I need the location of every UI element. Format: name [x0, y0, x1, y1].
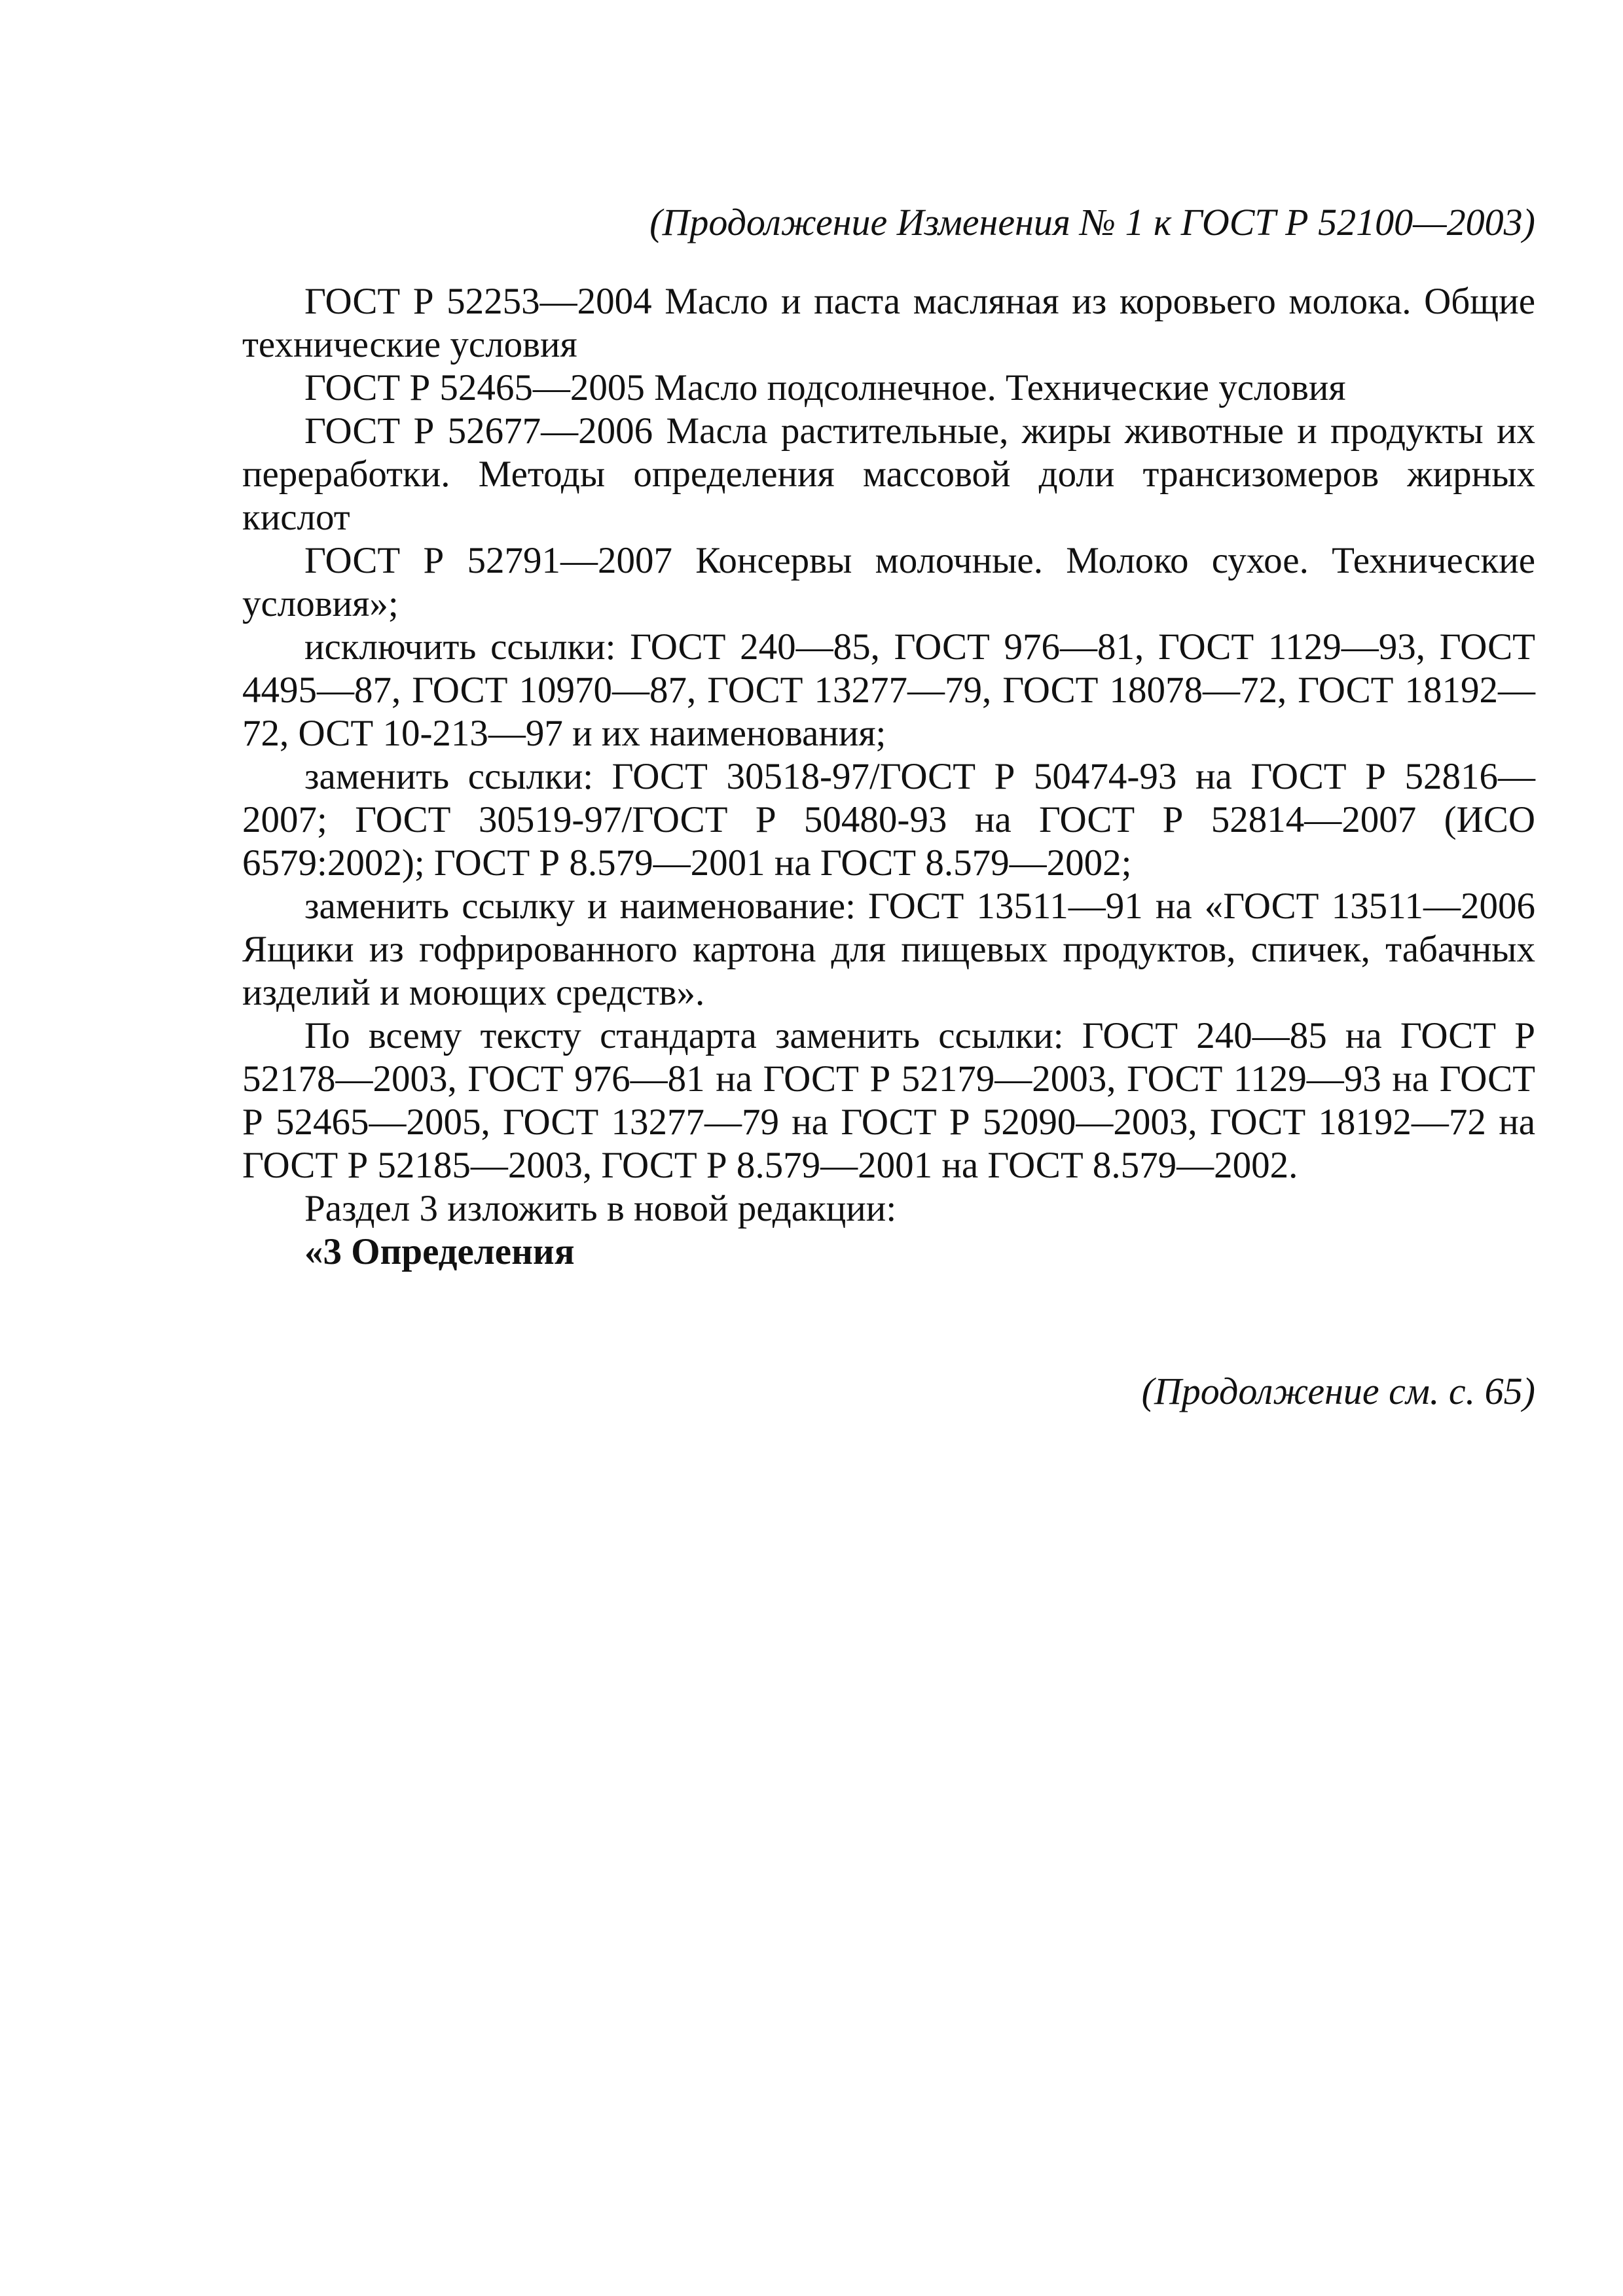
page-header-continuation: (Продолжение Изменения № 1 к ГОСТ Р 52100—2003): [649, 201, 1535, 243]
paragraph-gost-52791: ГОСТ Р 52791—2007 Консервы молочные. Молоко сухое. Технические условия»;: [242, 540, 1535, 624]
paragraph-gost-52465: ГОСТ Р 52465—2005 Масло подсолнечное. Технические условия: [304, 367, 1346, 408]
paragraph-replace-reference-and-name: заменить ссылку и наименование: ГОСТ 13511—91 на «ГОСТ 13511—2006 Ящики из гофрированного картона для пищевых продуктов, спичек, табачных изделий и моющих средств».: [242, 886, 1535, 1013]
document-body: [242, 280, 1535, 1274]
paragraph-gost-52677: ГОСТ Р 52677—2006 Масла растительные, жиры животные и продукты их переработки. Методы определения массовой доли трансизомеров жирных кислот: [242, 410, 1535, 538]
paragraph-replace-throughout: По всему тексту стандарта заменить ссылки: ГОСТ 240—85 на ГОСТ Р 52178—2003, ГОСТ 976—81 на ГОСТ Р 52179—2003, ГОСТ 1129—93 на ГОСТ Р 52465—2005, ГОСТ 13277—79 на ГОСТ Р 52090—2003, ГОСТ 18192—72 на ГОСТ Р 52185—2003, ГОСТ Р 8.579—2001 на ГОСТ 8.579—2002.: [242, 1015, 1535, 1186]
paragraph-section-3-intro: Раздел 3 изложить в новой редакции:: [304, 1188, 897, 1229]
paragraph-replace-references: заменить ссылки: ГОСТ 30518-97/ГОСТ Р 50474-93 на ГОСТ Р 52816—2007; ГОСТ 30519-97/ГОСТ Р 50480-93 на ГОСТ Р 52814—2007 (ИСО 6579:2002); ГОСТ Р 8.579—2001 на ГОСТ 8.579—2002;: [242, 756, 1535, 884]
paragraph-exclude-references: исключить ссылки: ГОСТ 240—85, ГОСТ 976—81, ГОСТ 1129—93, ГОСТ 4495—87, ГОСТ 10970—87, ГОСТ 13277—79, ГОСТ 18078—72, ГОСТ 18192—72, ОСТ 10-213—97 и их наименования;: [242, 626, 1535, 754]
section-heading-definitions: «3 Определения: [304, 1231, 575, 1272]
page-footer-continuation: (Продолжение см. с. 65): [1141, 1370, 1535, 1412]
paragraph-gost-52253: ГОСТ Р 52253—2004 Масло и паста масляная из коровьего молока. Общие технические условия: [242, 281, 1535, 365]
